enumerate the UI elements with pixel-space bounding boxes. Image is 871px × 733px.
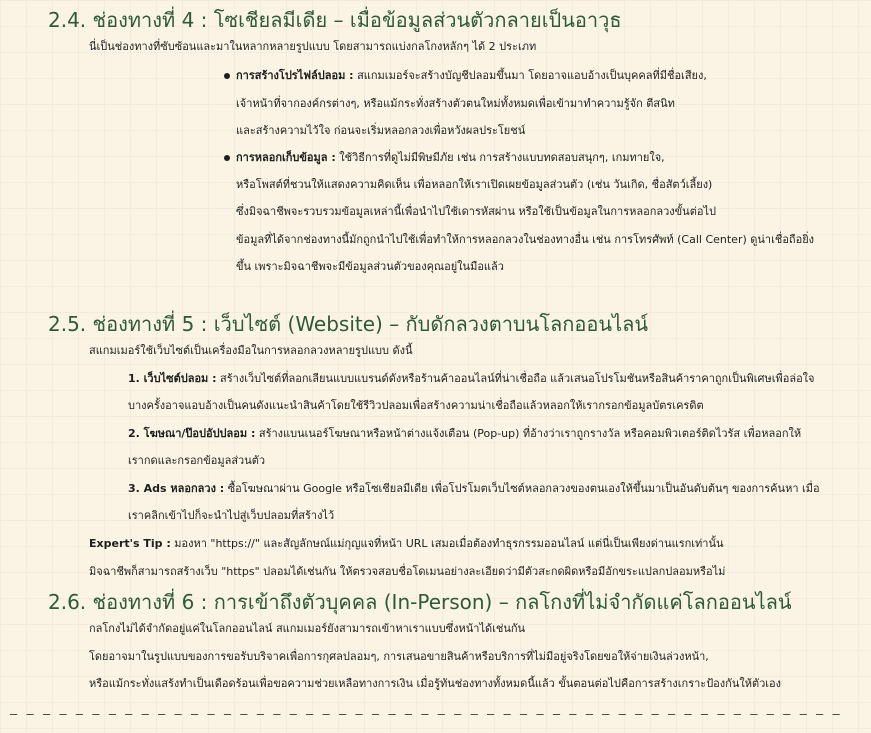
section-2-6-line-1: กลโกงไม่ได้จำกัดอยู่แค่ในโลกออนไลน์ สแกมเมอร์ยังสามารถเข้าหาเราแบบซึ่งหน้าได้เช่นกัน <box>89 622 526 635</box>
item-scam-ads-line-2: เราคลิกเข้าไปก็จะนำไปสู่เว็บปลอมที่สร้างไว้ <box>128 509 335 522</box>
section-2-6-line-3: หรือแม้กระทั่งแสร้งทำเป็นเดือดร้อนเพื่อขอความช่วยเหลือทางการเงิน เมื่อรู้ทันช่องทางทั้งหมดนี้แล้ว ขั้นตอนต่อไปคือการสร้างเกราะป้องกันให้ตัวเอง <box>89 677 782 690</box>
bullet-fake-profile-line-2: เจ้าหน้าที่จากองค์กรต่างๆ, หรือแม้กระทั่งสร้างตัวตนใหม่ทั้งหมดเพื่อเข้ามาทำความรู้จัก ตีสนิท <box>236 97 675 110</box>
section-2-5-intro: สแกมเมอร์ใช้เว็บไซต์เป็นเครื่องมือในการหลอกลวงหลายรูปแบบ ดังนี้ <box>89 344 413 357</box>
section-2-6-heading: 2.6. ช่องทางที่ 6 : การเข้าถึงตัวบุคคล (In-Person) – กลโกงที่ไม่จำกัดแค่โลกออนไลน์ <box>48 590 792 614</box>
item-fake-popup-title: 2. โฆษณา/ป๊อปอัปปลอม : <box>128 427 256 440</box>
item-scam-ads-line-1 <box>128 482 820 496</box>
bullet-fake-profile-line-3: และสร้างความไว้ใจ ก่อนจะเริ่มหลอกลวงเพื่อหวังผลประโยชน์ <box>236 124 526 137</box>
expert-tip-line-1 <box>89 537 723 551</box>
item-fake-popup-text: สร้างแบนเนอร์โฆษณาหรือหน้าต่างแจ้งเตือน (Pop-up) ที่อ้างว่าเราถูกรางวัล หรือคอมพิวเตอร์ติดไวรัส เพื่อหลอกให้ <box>255 427 802 440</box>
bullet-data-harvest-title: การหลอกเก็บข้อมูล : <box>236 151 336 164</box>
expert-tip-line-2: มิจฉาชีพก็สามารถสร้างเว็บ "https" ปลอมได้เช่นกัน ให้ตรวจสอบชื่อโดเมนอย่างละเอียดว่ามีตัวสะกดผิดหรือมีอักขระแปลกปลอมหรือไม่ <box>89 565 726 578</box>
dashed-divider: – – – – – – – – – – – – – – – – – – – – – – – – – – – – – – – – – – – – – – – – – – – – – – – – – – – <box>10 707 841 721</box>
item-scam-ads-title: 3. Ads หลอกลวง : <box>128 482 225 495</box>
bullet-data-harvest-text: ใช้วิธีการที่ดูไม่มีพิษมีภัย เช่น การสร้างแบบทดสอบสนุกๆ, เกมทายใจ, <box>335 151 665 164</box>
item-fake-popup-line-1 <box>128 427 801 441</box>
item-fake-popup-line-2: เรากดและกรอกข้อมูลส่วนตัว <box>128 454 266 467</box>
item-fake-website-line-1 <box>128 372 815 386</box>
item-fake-website-title: 1. เว็บไซต์ปลอม : <box>128 372 217 385</box>
bullet-dot <box>224 155 230 161</box>
bullet-fake-profile-line-1 <box>236 69 707 83</box>
expert-tip-title: Expert's Tip : <box>89 537 171 550</box>
item-fake-website-line-2: บางครั้งอาจแอบอ้างเป็นคนดังแนะนำสินค้าโดยใช้รีวิวปลอมเพื่อสร้างความน่าเชื่อถือแล้วหลอกให้เรากรอกข้อมูลบัตรเครดิต <box>128 399 704 412</box>
section-2-6-line-2: โดยอาจมาในรูปแบบของการขอรับบริจาคเพื่อการกุศลปลอมๆ, การเสนอขายสินค้าหรือบริการที่ไม่มีอยู่จริงโดยขอให้จ่ายเงินล่วงหน้า, <box>89 650 709 663</box>
item-scam-ads-text: ซื้อโฆษณาผ่าน Google หรือโซเชียลมีเดีย เพื่อโปรโมตเว็บไซต์หลอกลวงของตนเองให้ขึ้นมาเป็นอันดับต้นๆ ของการค้นหา เมื่อ <box>224 482 820 495</box>
bullet-fake-profile-title: การสร้างโปรไฟล์ปลอม : <box>236 69 354 82</box>
bullet-dot <box>224 73 230 79</box>
section-2-4-heading: 2.4. ช่องทางที่ 4 : โซเชียลมีเดีย – เมื่อข้อมูลส่วนตัวกลายเป็นอาวุธ <box>48 8 622 32</box>
bullet-fake-profile-text: สแกมเมอร์จะสร้างบัญชีปลอมขึ้นมา โดยอาจแอบอ้างเป็นบุคคลที่มีชื่อเสียง, <box>353 69 707 82</box>
bullet-data-harvest-line-5: ขึ้น เพราะมิจฉาชีพจะมีข้อมูลส่วนตัวของคุณอยู่ในมือแล้ว <box>236 260 504 273</box>
bullet-data-harvest-line-3: ซึ่งมิจฉาชีพจะรวบรวมข้อมูลเหล่านี้เพื่อนำไปใช้เดารหัสผ่าน หรือใช้เป็นข้อมูลในการหลอกลวงขั้นต่อไป <box>236 205 716 218</box>
bullet-data-harvest-line-4: ข้อมูลที่ได้จากช่องทางนี้มักถูกนำไปใช้เพื่อทำให้การหลอกลวงในช่องทางอื่น เช่น การโทรศัพท์ (Call Center) ดูน่าเชื่อถือยิ่ง <box>236 233 815 246</box>
bullet-data-harvest-line-1 <box>236 151 665 165</box>
section-2-5-heading: 2.5. ช่องทางที่ 5 : เว็บไซต์ (Website) – กับดักลวงตาบนโลกออนไลน์ <box>48 312 649 336</box>
bullet-data-harvest-line-2: หรือโพสต์ที่ชวนให้แสดงความคิดเห็น เพื่อหลอกให้เราเปิดเผยข้อมูลส่วนตัว (เช่น วันเกิด, ชื่อสัตว์เลี้ยง) <box>236 178 713 191</box>
expert-tip-text: มองหา "https://" และสัญลักษณ์แม่กุญแจที่หน้า URL เสมอเมื่อต้องทำธุรกรรมออนไลน์ แต่นี่เป็นเพียงด่านแรกเท่านั้น <box>170 537 724 550</box>
section-2-4-intro: นี่เป็นช่องทางที่ซับซ้อนและมาในหลากหลายรูปแบบ โดยสามารถแบ่งกลโกงหลักๆ ได้ 2 ประเภท <box>89 40 537 53</box>
item-fake-website-text: สร้างเว็บไซต์ที่ลอกเลียนแบบแบรนด์ดังหรือร้านค้าออนไลน์ที่น่าเชื่อถือ แล้วเสนอโปรโมชันหรือสินค้าราคาถูกเป็นพิเศษเพื่อล่อใจ <box>216 372 815 385</box>
